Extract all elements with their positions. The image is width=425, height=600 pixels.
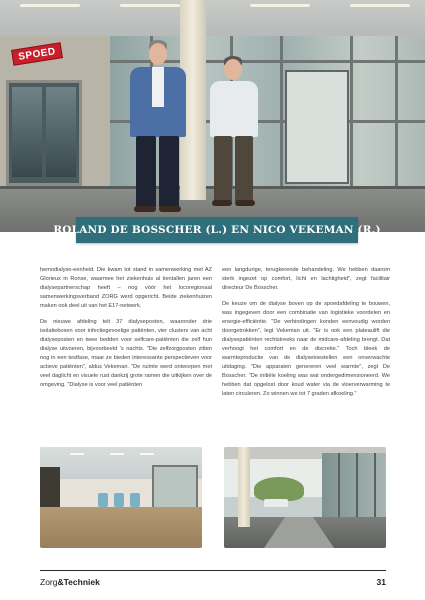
emergency-sign-text: SPOED — [17, 45, 57, 63]
paragraph: hemodialyse-eenheid. Die kwam tot stand in samenwerking met AZ Glorieux in Ronse, waarmee het ziekenhuis al tientallen jaren een dialysepartnerschap heeft – nog vóór het locoregionaal samenwerkingsverband ZORG werd opgericht. Beide ziekenhuizen maken ook deel uit van het E17-netwerk. — [40, 267, 212, 309]
photo-caption: ROLAND DE BOSSCHER (L.) EN NICO VEKEMAN (R.) — [53, 224, 381, 236]
hero-photo — [0, 0, 425, 232]
brand-ampersand: & — [57, 577, 64, 587]
person-roland-de-bosscher — [122, 40, 192, 220]
sliding-door — [285, 70, 349, 184]
canopy-light — [250, 4, 310, 7]
hospital-entrance-exterior-photo — [224, 447, 386, 548]
paragraph: De nieuwe afdeling telt 37 dialyseposten, waaronder drie isolatieboxen voor infectiegevoelige patiënten, vier clusters van acht dialyseposten en twee bedden voor selfcare-patiënten die zelf hun dialyse uitvoeren, bijvoorbeeld 's nachts. "Die zelfzorgposten zitten nog in een testfase, maar ze bieden interessante perspectieven voor actieve patiënten", aldus Vekeman. "De ruimte werd ontworpen met veel daglicht en visuele rust dankzij grote ramen die uitkijken over de omgeving. "Dialyse is voor veel patiënten — [40, 319, 212, 388]
person-nico-vekeman — [206, 56, 262, 216]
magazine-brand — [40, 577, 100, 587]
canopy-light — [350, 4, 410, 7]
page-number: 31 — [376, 577, 386, 587]
photo-caption-banner — [53, 217, 381, 243]
canopy-light — [20, 4, 80, 7]
footer-divider — [40, 570, 386, 571]
paragraph: De keuze om de dialyse boven op de spoedafdeling te bouwen, was ingegeven door een combinatie van logistieke voordelen en energie-efficiëntie. "De verbindingen konden eenvoudig worden doorgetrokken", legt Vekeman uit. "Er is ook een plateaulift die dialysepatiënten rechtstreeks naar de midcare-afdeling brengt. Dat verhoogt het comfort en de discretie." Toch bleek de warmteproductie van de dialysetoestellen een onverwachte uitdaging. "Die apparaten genereren veel warmte", zegt De Bosscher. "De initiële koeling was wat ondergedimensioneerd. We hebben dat opgelost door koud water via de vloerverwarming te laten circuleren. Zo winnen we tot 7 graden afkoeling." — [222, 301, 390, 397]
article-column-right — [222, 266, 390, 406]
paragraph: een langdurige, terugkerende behandeling. We hebben daarom sterk ingezet op comfort, licht en lachtigheid", zegt facilitair directeur De Bosscher. — [222, 267, 390, 291]
brand-techniek: Techniek — [63, 577, 100, 587]
canopy-light — [120, 4, 180, 7]
brand-zorg: Zorg — [40, 577, 58, 587]
dialysis-ward-interior-photo — [40, 447, 202, 548]
article-column-left — [40, 266, 212, 397]
emergency-entrance-door — [6, 80, 82, 186]
